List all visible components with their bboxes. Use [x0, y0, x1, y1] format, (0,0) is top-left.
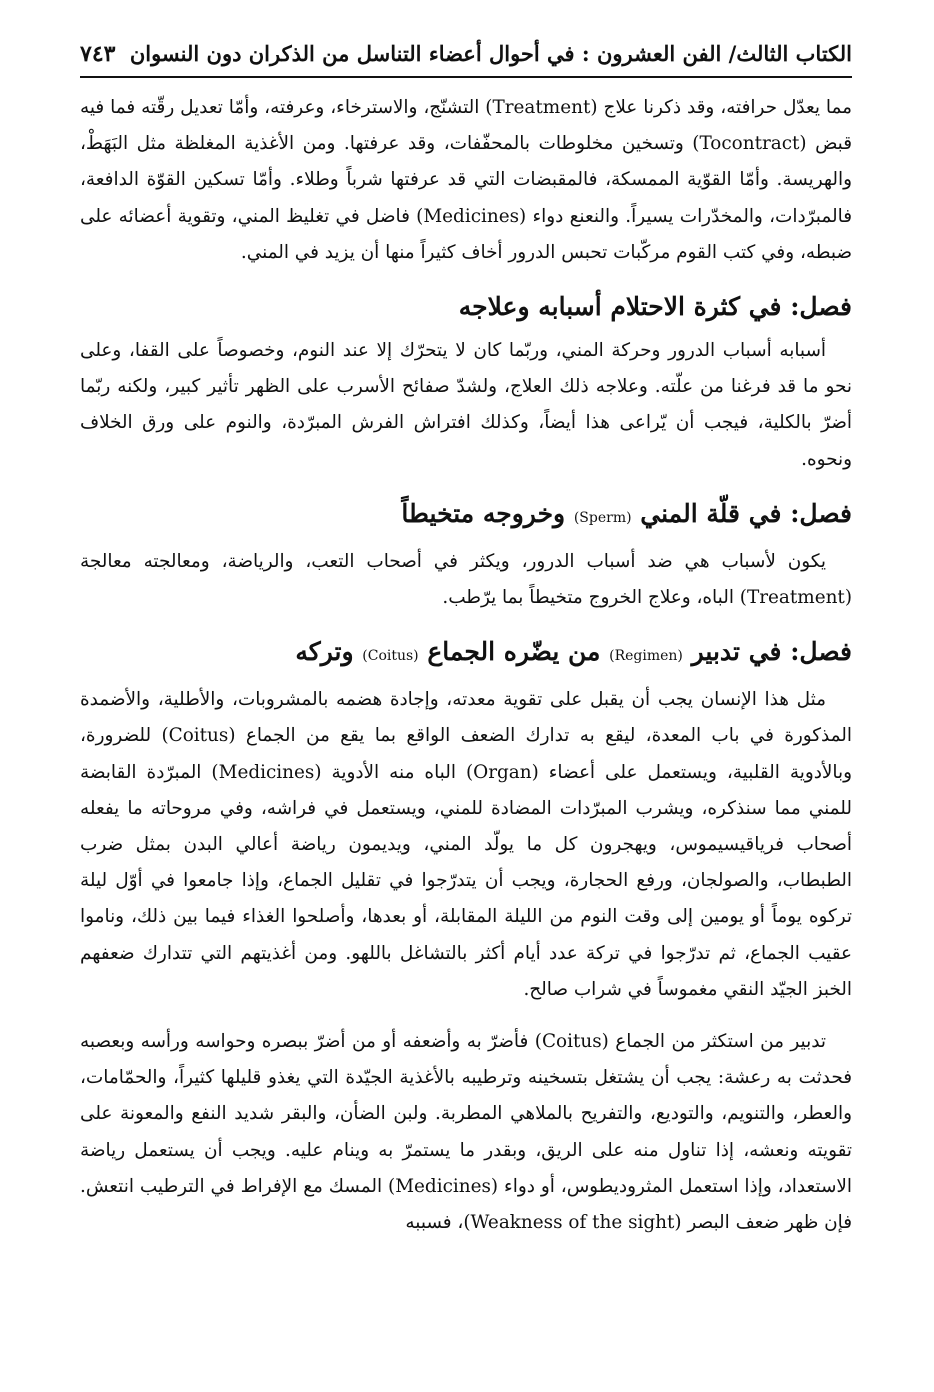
header-title: الكتاب الثالث/ الفن العشرون : في أحوال أعضاء التناسل من الذكران دون النسوان: [129, 41, 852, 66]
heading-text: فصل: في قلّة المني: [640, 498, 852, 528]
section-paragraph-nocturnal-emission: أسبابه أسباب الدرور وحركة المني، وربّما كان لا يتحرّك إلا عند النوم، وخصوصاً على القفا، وعلى نحو ما قد فرغنا من علّته. وعلاجه ذلك العلاج، ولشدّ صفائح الأسرب على الظهر تأثير كبير، ولكنه ربّما أضرّ بالكلية، فيجب أن يّراعى هذا أيضاً، وكذلك افتراش الفرش المبرّدة، والنوم على ورق الخلاف ونحوه.: [80, 340, 852, 470]
intro-paragraph: مما يعدّل حرافته، وقد ذكرنا علاج (Treatment) التشنّج، والاسترخاء، وعرفته، وأمّا تعديل رقّته فما فيه قبض (Tocontract) وتسخين مخلوطات بالمحفّفات، وقد عرفتها. ومن الأغذية المغلظة مثل البَهَطْ، والهريسة. وأمّا القوّية الممسكة، فالمقبضات التي قد عرفتها شرباً وطلاء. وأمّا تسكين القوّة الدافعة، فالمبرّدات، والمخدّرات يسيراً. والنعنع دواء (Medicines) فاضل في تغليظ المني، وتقوية أعضائه على ضبطه، وفي كتب القوم مركّبات تحبس الدرور أخاف كثيراً منها أن يزيد في المني.: [80, 97, 852, 263]
section-heading-regimen-coitus: [80, 630, 852, 678]
heading-text: من يضّره الجماع: [427, 637, 601, 667]
heading-text: فصل: في تدبير: [691, 637, 852, 667]
section-heading-nocturnal-emission: فصل: في كثرة الاحتلام أسبابه وعلاجه: [458, 292, 852, 322]
heading-latin-term: (Coitus): [362, 648, 419, 665]
section-heading-scanty-sperm: [80, 492, 852, 540]
heading-latin-term: (Sperm): [573, 509, 632, 526]
heading-text: وتركه: [295, 637, 354, 667]
page-body: [80, 90, 852, 1241]
section-paragraph-scanty-sperm: يكون لأسباب هي ضد أسباب الدرور، ويكثر في أصحاب التعب، والرياضة، ومعالجته معالجة (Treatment) الباه، وعلاج الخروج متخيطاً بما يرّطب.: [80, 550, 852, 609]
paragraph-spacer: [80, 1008, 852, 1024]
section-paragraph-regimen-2: تدبير من استكثر من الجماع (Coitus) فأضرّ به وأضعفه أو من أضرّ ببصره وحواسه ورأسه وبعصبه فحدثت به رعشة: يجب أن يشتغل بتسخينه وترطيبه بالأغذية الجيّدة التي يغذو قليلها كثيراً، والحمّامات، والعطر، والتنويم، والتوديع، والتفريح بالملاهي المطربة. ولبن الضأن، والبقر شديد النفع والمعونة على تقويته ونعشه، إذا تناول منه على الريق، وبقدر ما يستمرّ به وينام عليه. ويجب أن يستعمل رياضة الاستعداد، وإذا استعمل المثروديطوس، أو دواء (Medicines) المسك مع الإفراط في الترطيب انتعش. فإن ظهر ضعف البصر (Weakness of the sight)، فسببه: [80, 1031, 852, 1234]
running-header: [80, 38, 852, 78]
heading-latin-term: (Regimen): [609, 648, 683, 665]
section-paragraph-regimen-1: مثل هذا الإنسان يجب أن يقبل على تقوية معدته، وإجادة هضمه بالمشروبات، والأطلية، والأضمدة المذكورة في باب المعدة، ليقع به تدارك الضعف الواقع بما يقع من الجماع (Coitus) للضرورة، وبالأدوية القلبية، ويستعمل على أعضاء (Organ) الباه منه الأدوية (Medicines) المبرّدة القابضة للمني مما سنذكره، ويشرب المبرّدات المضادة للمني، ويستعمل في فراشه، وفي مروحاته ما يفعله أصحاب فرياقيسيموس، ويهجرون كل ما يولّد المني، ويديمون رياضة أعالي البدن بمثل ضرب الطبطاب، والصولجان، ورفع الحجارة، ويجب أن يتدرّجوا في تقليل الجماع، وإذا جامعوا في أوّل ليلة تركوه يوماً أو يومين إلى وقت النوم من الليلة المقابلة، أو بعدها، وأصلحوا الغذاء فيما بين ذلك، وناموا عقيب الجماع، ثم تدرّجوا في تركة عدد أيام أكثر بالتشاغل باللهو. ومن أغذيتهم التي تتدارك ضعفهم الخبز الجيّد النقي مغموساً في شراب صالح.: [80, 689, 852, 1000]
page-number: ٧٤٣: [80, 41, 116, 67]
heading-text: وخروجه متخيطاً: [401, 498, 566, 528]
